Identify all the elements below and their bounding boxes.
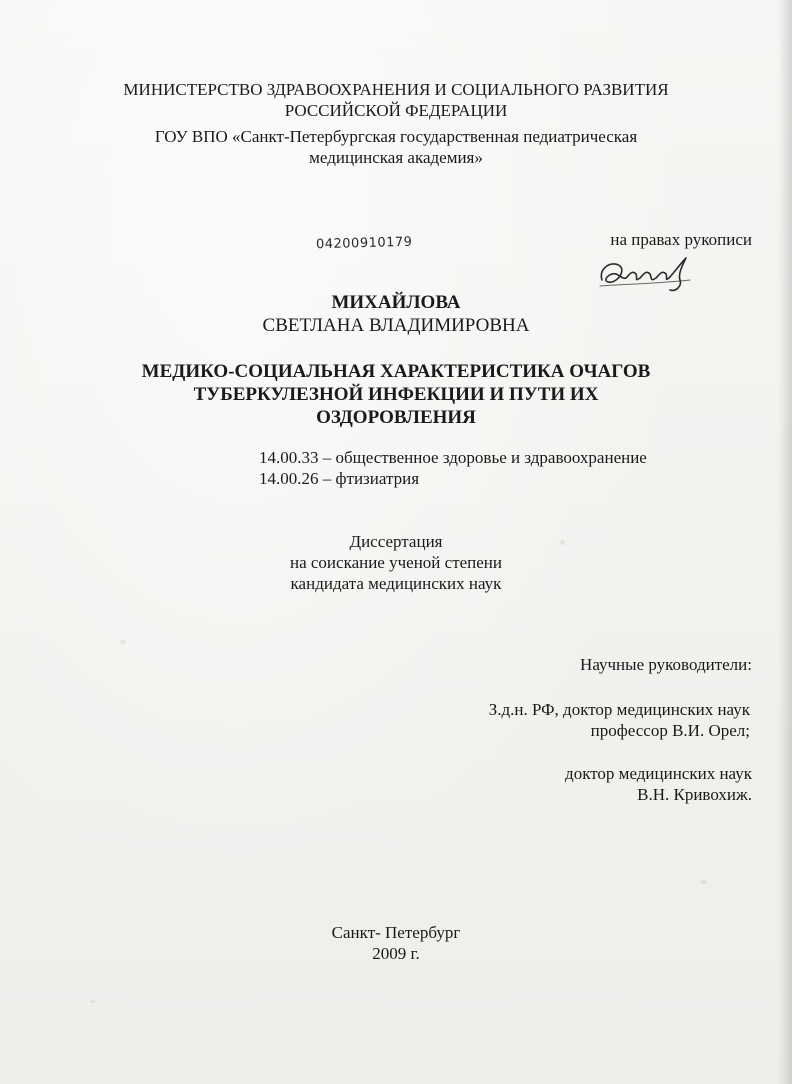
inventory-number: 04200910179 bbox=[315, 234, 413, 253]
title-line-3: ОЗДОРОВЛЕНИЯ bbox=[316, 407, 476, 428]
scan-speck bbox=[90, 1000, 95, 1003]
header-academy-line: ГОУ ВПО «Санкт-Петербургская государственная педиатрическая bbox=[154, 127, 638, 146]
supervisor-1-title: З.д.н. РФ, доктор медицинских наук bbox=[488, 700, 750, 719]
dissertation-label: Диссертация bbox=[349, 532, 443, 551]
title-line-1: МЕДИКО-СОЦИАЛЬНАЯ ХАРАКТЕРИСТИКА ОЧАГОВ bbox=[141, 361, 651, 382]
manuscript-rights: на правах рукописи bbox=[610, 230, 752, 249]
specialty-public-health: 14.00.33 – общественное здоровье и здравоохранение bbox=[259, 448, 647, 467]
footer-city: Санкт- Петербург bbox=[331, 923, 461, 942]
signature bbox=[594, 250, 704, 296]
title-line-2: ТУБЕРКУЛЕЗНОЙ ИНФЕКЦИИ И ПУТИ ИХ bbox=[193, 384, 599, 405]
dissertation-candidate-line: кандидата медицинских наук bbox=[290, 574, 502, 593]
author-surname: МИХАЙЛОВА bbox=[331, 292, 461, 313]
supervisors-heading: Научные руководители: bbox=[580, 655, 752, 674]
header-ministry-line: МИНИСТЕРСТВО ЗДРАВООХРАНЕНИЯ И СОЦИАЛЬНОГО РАЗВИТИЯ bbox=[123, 80, 669, 99]
header-federation-line: РОССИЙСКОЙ ФЕДЕРАЦИИ bbox=[284, 101, 508, 120]
supervisor-2-name: В.Н. Кривохиж. bbox=[637, 785, 752, 804]
scan-speck bbox=[120, 640, 126, 644]
header-academy-line-2: медицинская академия» bbox=[309, 148, 483, 167]
supervisor-1-name: профессор В.И. Орел; bbox=[590, 721, 750, 740]
specialty-phthisiology: 14.00.26 – фтизиатрия bbox=[259, 469, 420, 488]
dissertation-degree-line: на соискание ученой степени bbox=[289, 553, 503, 572]
author-name: СВЕТЛАНА ВЛАДИМИРОВНА bbox=[262, 315, 530, 336]
supervisor-2-title: доктор медицинских наук bbox=[565, 764, 752, 783]
footer-year: 2009 г. bbox=[372, 944, 420, 963]
scan-speck bbox=[700, 880, 707, 884]
